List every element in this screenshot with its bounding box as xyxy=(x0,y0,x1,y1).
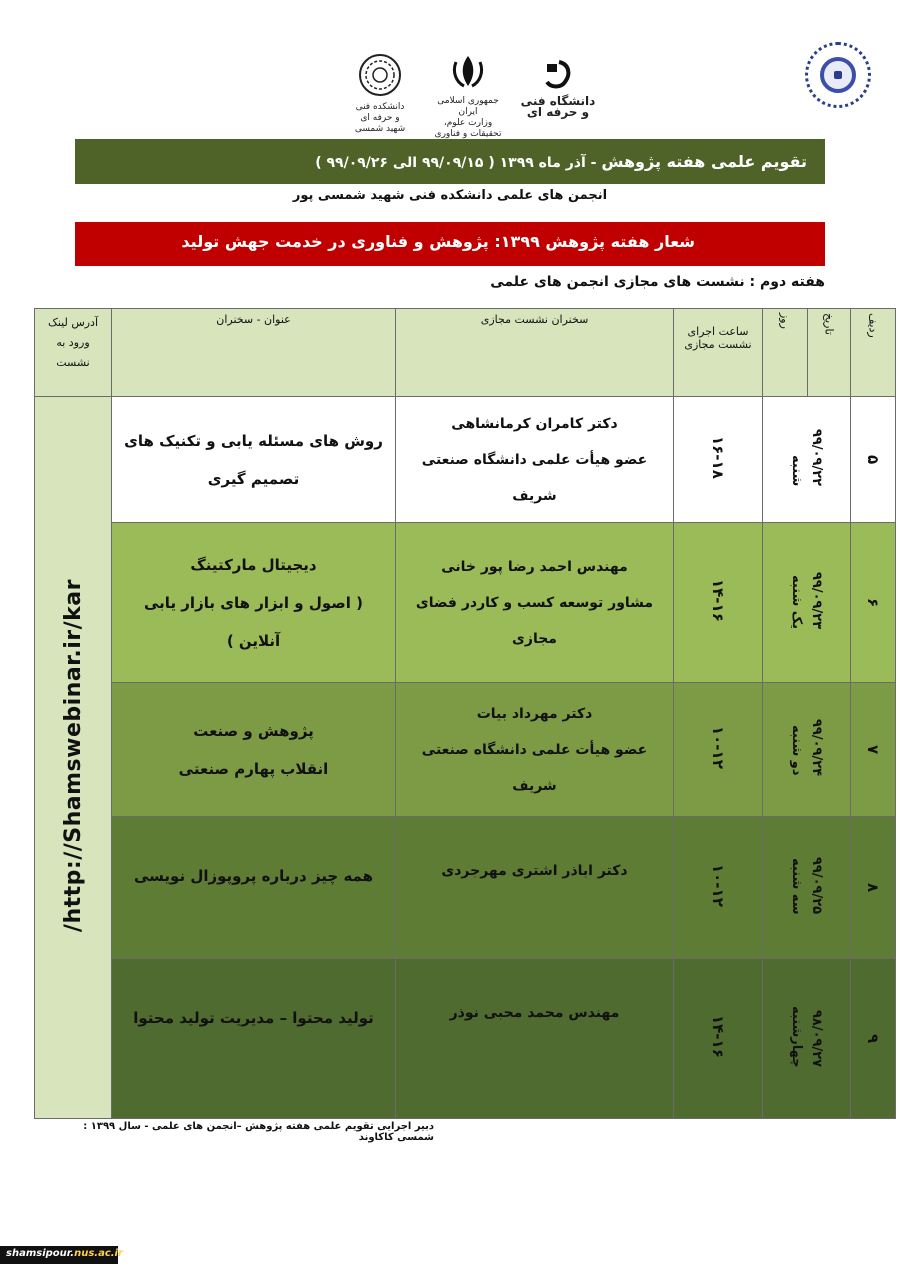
row-time: ۱۶-۱۸ xyxy=(674,397,763,523)
site-stamp: shamsipour.nus.ac.ir xyxy=(0,1246,118,1264)
row-title: تولید محتوا – مدیریت تولید محتوا xyxy=(112,959,396,1119)
shamsipour-emblem-icon xyxy=(357,52,403,98)
subtitle: انجمن های علمی دانشکده فنی شهید شمسی پور xyxy=(292,188,608,203)
webinar-link[interactable]: http://Shamswebinar.ir/kar/ xyxy=(35,397,112,1119)
header-link: آدرس لینک ورود به نشست xyxy=(35,309,112,397)
header-date: تاریخ xyxy=(808,309,851,397)
row-date-day: ۹۹/۰۹/۲۵ سه شنبه xyxy=(763,817,851,959)
row-title: پژوهش و صنعت انقلاب پهارم صنعتی xyxy=(112,683,396,817)
row-number: ۸ xyxy=(851,817,896,959)
row-time: ۱۴-۱۶ xyxy=(674,523,763,683)
week-label: هفته دوم : نشست های مجازی انجمن های علمی xyxy=(490,274,825,290)
schedule-table xyxy=(34,308,896,1119)
shamsipour-logo xyxy=(352,52,408,146)
row-number: ۶ xyxy=(851,523,896,683)
table-header-row xyxy=(35,309,896,397)
ministry-caption-2: وزارت علوم، تحقیقات و فناوری xyxy=(434,118,502,139)
shamsipour-caption-1: دانشکده فنی و حرفه ای xyxy=(355,102,405,123)
calendar-range: - آذر ماه ۱۳۹۹ ( ۹۹/۰۹/۱۵ الی ۹۹/۰۹/۲۶ ) xyxy=(315,155,602,171)
row-date-day: ۹۹/۰۹/۲۴ دو شنبه xyxy=(763,683,851,817)
row-title: روش های مسئله یابی و تکنیک های تصمیم گیری xyxy=(112,397,396,523)
row-speaker: مهندس محمد محبی نوذر xyxy=(396,959,674,1119)
row-title: همه چیز درباره پروپوزال نویسی xyxy=(112,817,396,959)
tvu-caption: دانشگاه فنی و حرفه ای xyxy=(520,94,596,119)
table-row xyxy=(35,683,896,817)
tvu-emblem-icon xyxy=(541,58,575,92)
row-title: دیجیتال مارکتینگ ( اصول و ابزار های بازار یابی آنلاین ) xyxy=(112,523,396,683)
college-gear-logo xyxy=(805,42,871,108)
footer-note: دبیر اجرایی تقویم علمی هفته پژوهش –انجمن های علمی - سال ۱۳۹۹ : شمسی کاکاوند xyxy=(83,1121,434,1143)
ministry-logo xyxy=(428,52,508,140)
calendar-title: تقویم علمی هفته پژوهش xyxy=(601,152,807,171)
row-number: ۷ xyxy=(851,683,896,817)
row-time: ۱۰-۱۲ xyxy=(674,817,763,959)
header-speaker: سخنران نشست مجازی xyxy=(396,309,674,397)
row-date-day: ۹۹/۰۹/۲۳ یک شنبه xyxy=(763,523,851,683)
ministry-caption-1: جمهوری اسلامی ایران xyxy=(437,96,499,117)
header-title: عنوان - سخنران xyxy=(112,309,396,397)
gear-icon xyxy=(820,57,856,93)
header-time: ساعت اجرای نشست مجازی xyxy=(674,309,763,397)
row-speaker: مهندس احمد رضا پور خانی مشاور توسعه کسب و کاردر فضای مجازی xyxy=(396,523,674,683)
row-speaker: دکتر کامران کرمانشاهی عضو هیأت علمی دانشگاه صنعتی شریف xyxy=(396,397,674,523)
shamsipour-caption-2: شهید شمسی xyxy=(354,124,406,134)
iran-emblem-icon xyxy=(448,52,488,92)
row-time: ۱۴-۱۶ xyxy=(674,959,763,1119)
row-time: ۱۰-۱۲ xyxy=(674,683,763,817)
header-day: روز xyxy=(763,309,808,397)
row-number: ۹ xyxy=(851,959,896,1119)
row-number: ۵ xyxy=(851,397,896,523)
tvu-logo xyxy=(516,58,600,118)
row-date-day: ۹۹/۰۹/۲۲ شنبه xyxy=(763,397,851,523)
header-row-no: ردیف xyxy=(851,309,896,397)
table-row xyxy=(35,959,896,1119)
table-row xyxy=(35,397,896,523)
row-speaker: دکتر اباذر اشتری مهرجردی xyxy=(396,817,674,959)
row-date-day: ۹۸/۰۹/۲۷ چهارشنبه xyxy=(763,959,851,1119)
row-speaker: دکتر مهرداد بیات عضو هیأت علمی دانشگاه صنعتی شریف xyxy=(396,683,674,817)
table-row xyxy=(35,817,896,959)
table-row xyxy=(35,523,896,683)
calendar-title-bar xyxy=(75,139,825,184)
slogan-bar: شعار هفته پژوهش ۱۳۹۹: پژوهش و فناوری در خدمت جهش تولید xyxy=(75,222,825,266)
